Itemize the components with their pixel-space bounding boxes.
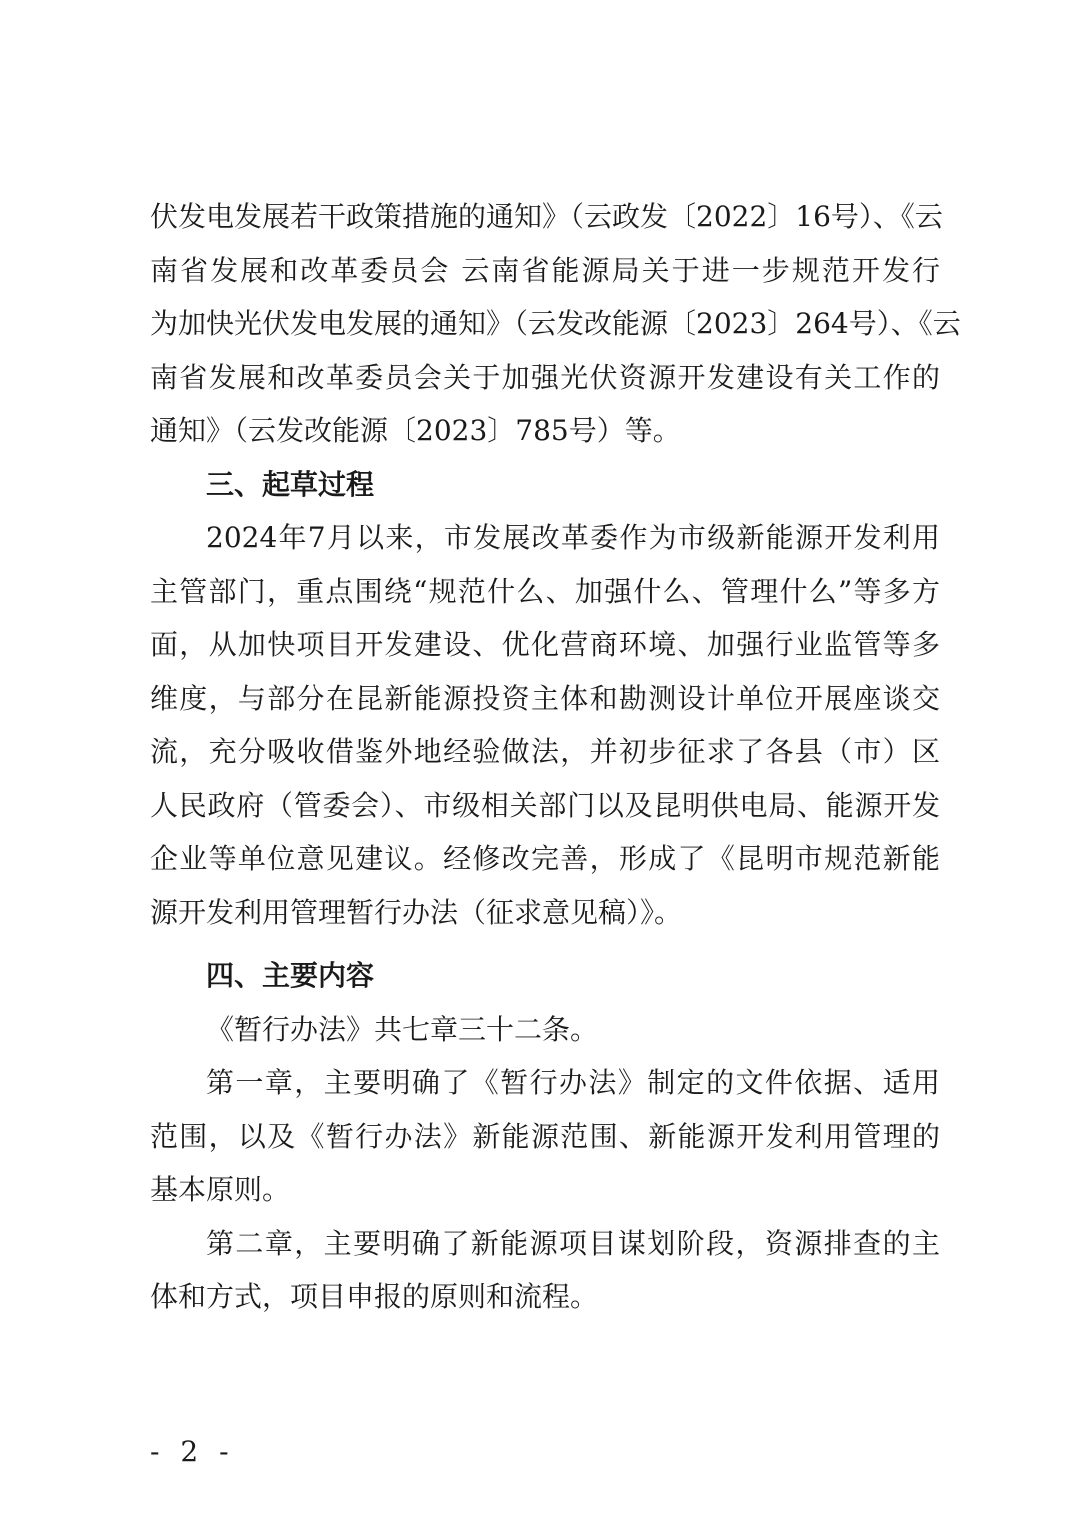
section-body-drafting-process <box>150 511 940 939</box>
text-line: 基本原则。 <box>150 1173 291 1206</box>
text-line: 维度，与部分在昆新能源投资主体和勘测设计单位开展座谈交 <box>150 681 940 715</box>
text-line: 南省发展和改革委员会关于加强光伏资源开发建设有关工作的 <box>150 360 940 394</box>
text-line: 主管部门，重点围绕“规范什么、加强什么、管理什么”等多方 <box>150 574 940 608</box>
text-line: 企业等单位意见建议。经修改完善，形成了《昆明市规范新能 <box>150 842 940 875</box>
text-line: 通知》（云发改能源〔2023〕785号）等。 <box>150 414 681 447</box>
section-spacer <box>150 939 940 949</box>
section-heading-drafting-process: 三、起草过程 <box>206 467 375 501</box>
text-line: 第二章，主要明确了新能源项目谋划阶段，资源排查的主 <box>206 1226 940 1260</box>
text-line: 南省发展和改革委员会 云南省能源局关于进一步规范开发行 <box>150 253 940 287</box>
text-line: 体和方式，项目申报的原则和流程。 <box>150 1280 599 1313</box>
text-line: 面，从加快项目开发建设、优化营商环境、加强行业监管等多 <box>150 628 940 661</box>
text-line: 范围，以及《暂行办法》新能源范围、新能源开发利用管理的 <box>150 1119 940 1153</box>
text-line: 为加快光伏发电发展的通知》（云发改能源〔2023〕264号）、《云 <box>150 307 961 340</box>
paragraph-continuation <box>150 190 961 458</box>
section-heading-main-content: 四、主要内容 <box>206 959 375 992</box>
section-body-main-content <box>150 1003 940 1324</box>
text-line: 第一章，主要明确了《暂行办法》制定的文件依据、适用 <box>206 1066 940 1099</box>
text-line: 流，充分吸收借鉴外地经验做法，并初步征求了各县（市）区 <box>150 735 940 768</box>
text-line: 《暂行办法》共七章三十二条。 <box>206 1012 599 1046</box>
text-line: 2024年7月以来，市发展改革委作为市级新能源开发利用 <box>206 521 940 554</box>
text-line: 源开发利用管理暂行办法（征求意见稿）》。 <box>150 895 683 929</box>
text-line: 伏发电发展若干政策措施的通知》（云政发〔2022〕16号）、《云 <box>150 200 943 233</box>
text-line: 人民政府（管委会）、市级相关部门以及昆明供电局、能源开发 <box>150 788 940 822</box>
page-number: - 2 - <box>150 1435 235 1468</box>
document-page <box>150 190 961 1324</box>
